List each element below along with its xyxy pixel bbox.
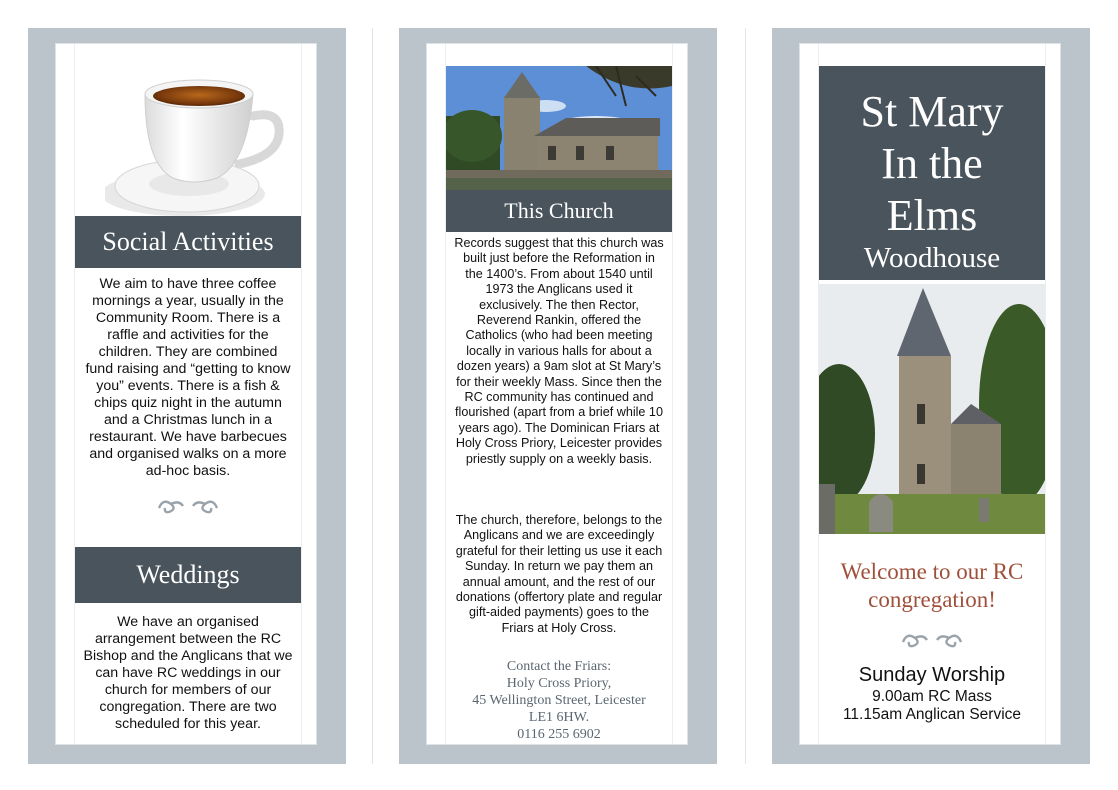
worship-heading: Sunday Worship [858, 664, 1006, 686]
social-activities-heading: Social Activities [75, 216, 301, 268]
contact-line: LE1 6HW. [528, 710, 590, 725]
subtitle: Woodhouse [863, 242, 1001, 274]
this-church-heading: This Church [446, 190, 672, 232]
welcome-line: Welcome to our RC [840, 559, 1024, 584]
right-column [818, 44, 1046, 744]
church-history-text: Records suggest that this church was built just before the Reformation in the 1400’s. From about 1540 until 1973 the Anglicans used it exclusively. The then Rector, Reverend Rankin, offered the Catholics (who had been meeting locally in various halls for about a dozen years) a 9am slot at St Mary’s for their weekly Mass. Since then the RC community has continued and flourished (apart from a brief while 10 years ago). The Dominican Friars at Holy Cross Priory, Leicester provides priestly supply on a weekly basis. [454, 236, 664, 466]
fold-line-2 [745, 28, 746, 764]
church-photo [446, 66, 672, 190]
scroll-ornament-icon [819, 630, 1045, 653]
weddings-heading: Weddings [75, 547, 301, 603]
left-panel [28, 28, 346, 764]
title-block [819, 66, 1045, 280]
welcome-line: congregation! [868, 587, 996, 612]
scroll-ornament-icon [75, 496, 301, 519]
worship-times [819, 662, 1045, 724]
service-rc-mass: 9.00am RC Mass [872, 688, 992, 705]
weddings-text: We have an organised arrangement between the RC Bishop and the Anglicans that we can have RC weddings in our church for members of our congregation. There are two scheduled for this year. [83, 614, 293, 732]
fold-line-1 [372, 28, 373, 764]
right-page [800, 44, 1060, 744]
middle-page [427, 44, 687, 744]
title-line: Elms [886, 191, 978, 240]
title-line: St Mary [860, 87, 1004, 136]
contact-line: Holy Cross Priory, [506, 676, 612, 691]
right-panel [772, 28, 1090, 764]
contact-line: 45 Wellington Street, Leicester [472, 693, 646, 708]
middle-column [445, 44, 673, 744]
title-line: In the [881, 139, 983, 188]
contact-line: Contact the Friars: [506, 659, 612, 674]
church-tower-photo [819, 284, 1045, 534]
left-column [74, 44, 302, 744]
teacup-image [105, 66, 285, 226]
friars-contact [446, 658, 672, 743]
social-activities-text: We aim to have three coffee mornings a year, usually in the Community Room. There is a raffle and activities for the children. They are combined fund raising and “getting to know you” events. There is a fish & chips quiz night in the autumn and a Christmas lunch in a restaurant. We have barbecues and organised walks on a more ad-hoc basis. [85, 276, 291, 479]
left-page [56, 44, 316, 744]
contact-phone: 0116 255 6902 [517, 727, 601, 742]
service-anglican: 11.15am Anglican Service [842, 706, 1022, 723]
church-ownership-text: The church, therefore, belongs to the Anglicans and we are exceedingly grateful for their letting us use it each Sunday. In return we pay them an annual amount, and the rest of our donations (offertory plate and regular gift-aided payments) goes to the Friars at Holy Cross. [455, 513, 663, 635]
welcome-message [819, 558, 1045, 614]
middle-panel [399, 28, 717, 764]
